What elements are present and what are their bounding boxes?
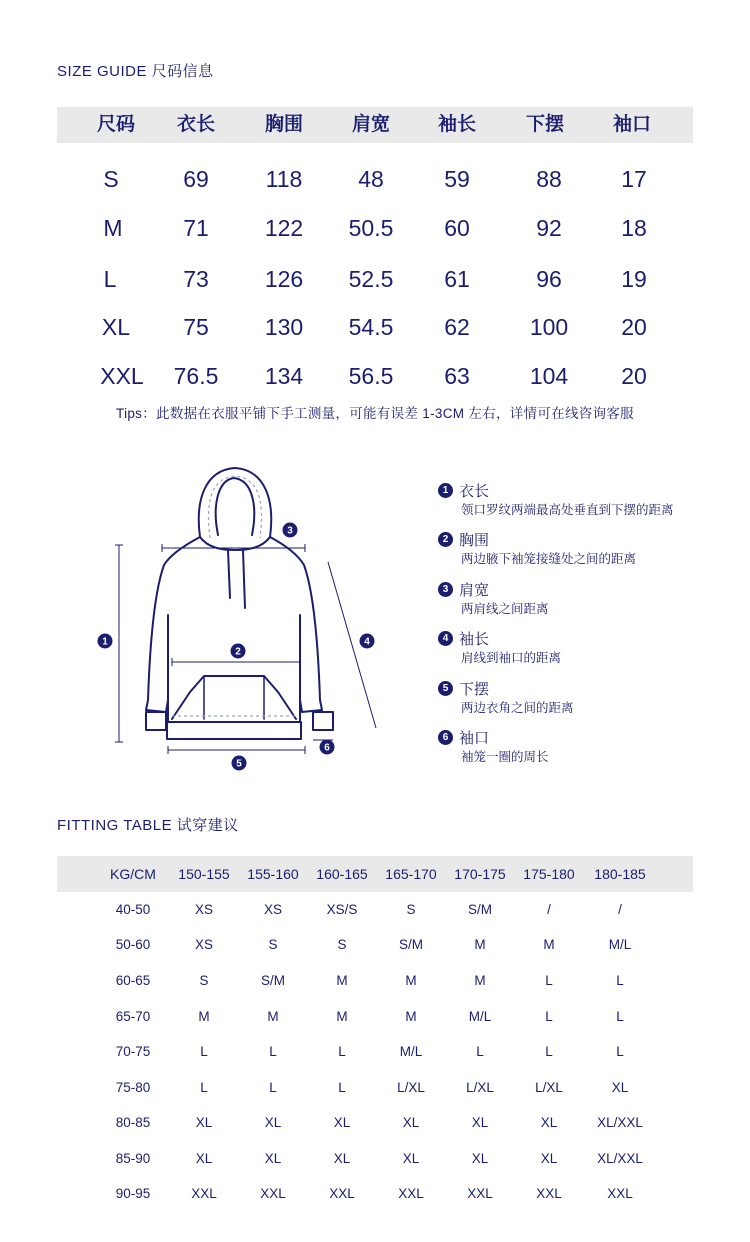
marker-2: 2 <box>235 646 241 658</box>
table-cell: L <box>616 1044 624 1059</box>
table-cell: XL/XXL <box>597 1151 643 1166</box>
table-row <box>0 311 750 343</box>
drawstring-right <box>243 550 245 608</box>
table-cell: L <box>338 1044 346 1059</box>
legend-number: 2 <box>438 532 453 547</box>
table-cell: XS <box>263 902 282 917</box>
table-cell: S/M <box>467 902 492 917</box>
table-cell: 76.5 <box>173 363 219 389</box>
table-cell: XL/XXL <box>597 1115 643 1130</box>
table-cell: 75 <box>183 314 209 340</box>
table-cell: M <box>267 1009 279 1024</box>
hoodie-diagram <box>90 460 390 780</box>
size-header-cell: 胸围 <box>264 114 303 135</box>
weight-range: 75-80 <box>115 1080 151 1095</box>
fitting-header-cell: 175-180 <box>523 866 575 882</box>
table-cell: L/XL <box>397 1080 425 1095</box>
size-label: XXL <box>100 363 144 389</box>
fitting-header-cell: 165-170 <box>385 866 437 882</box>
table-cell: 20 <box>621 314 647 340</box>
table-cell: L <box>616 973 624 988</box>
legend-item <box>438 628 562 665</box>
table-cell: XXL <box>398 1186 424 1201</box>
size-header-cell: 衣长 <box>176 114 215 135</box>
table-cell: S <box>406 902 416 917</box>
table-cell: 134 <box>264 363 304 389</box>
table-cell: L <box>200 1080 208 1095</box>
table-cell: 62 <box>444 314 470 340</box>
table-cell: XXL <box>191 1186 217 1201</box>
marker-1: 1 <box>102 636 108 648</box>
table-row <box>0 1042 750 1062</box>
table-cell: 71 <box>183 215 209 241</box>
weight-range: 80-85 <box>115 1115 151 1130</box>
table-cell: XL <box>402 1115 420 1130</box>
legend-title: 袖口 <box>459 730 490 747</box>
table-row <box>0 1078 750 1098</box>
size-header-cell: 下摆 <box>525 114 564 135</box>
table-cell: M/L <box>399 1044 423 1059</box>
table-cell: XL <box>540 1151 558 1166</box>
weight-range: 85-90 <box>115 1151 151 1166</box>
body-outline <box>146 537 322 722</box>
fitting-table-title: FITTING TABLE 试穿建议 <box>57 817 239 834</box>
table-cell: L <box>545 1044 553 1059</box>
table-cell: L <box>269 1080 277 1095</box>
table-cell: XL <box>333 1115 351 1130</box>
table-row <box>0 212 750 244</box>
table-cell: / <box>618 902 622 917</box>
table-cell: XXL <box>536 1186 562 1201</box>
legend-number: 4 <box>438 631 453 646</box>
table-cell: L <box>616 1009 624 1024</box>
size-header-cell: 肩宽 <box>351 114 390 135</box>
table-cell: 63 <box>444 363 470 389</box>
legend-item <box>438 678 574 715</box>
table-cell: M/L <box>608 937 632 952</box>
size-header-cell: 袖长 <box>437 114 476 135</box>
legend-desc: 两边腋下袖笼接缝处之间的距离 <box>461 552 637 566</box>
table-cell: XS/S <box>326 902 358 917</box>
table-cell: 54.5 <box>348 314 394 340</box>
table-cell: 59 <box>444 166 470 192</box>
table-row <box>0 263 750 295</box>
legend-title: 袖长 <box>459 631 490 648</box>
table-cell: L <box>545 1009 553 1024</box>
table-cell: XL <box>471 1151 489 1166</box>
table-row <box>0 1007 750 1027</box>
drawstring-left <box>228 550 230 598</box>
size-header-cell: 袖口 <box>612 114 651 135</box>
legend-item <box>438 480 674 517</box>
table-cell: 73 <box>183 266 209 292</box>
table-cell: 60 <box>444 215 470 241</box>
size-label: S <box>103 166 119 192</box>
fitting-header-cell: 160-165 <box>316 866 368 882</box>
table-cell: S <box>199 973 209 988</box>
table-cell: M/L <box>468 1009 492 1024</box>
table-row <box>0 900 750 920</box>
size-label: XL <box>101 314 131 340</box>
table-cell: L <box>545 973 553 988</box>
table-cell: XL <box>471 1115 489 1130</box>
legend-title: 衣长 <box>459 483 490 500</box>
table-cell: 61 <box>444 266 470 292</box>
size-label: M <box>103 215 123 241</box>
table-cell: XL <box>611 1080 629 1095</box>
fitting-table-header <box>57 856 693 892</box>
table-cell: M <box>198 1009 210 1024</box>
fitting-header-cell: 155-160 <box>247 866 299 882</box>
table-cell: XXL <box>607 1186 633 1201</box>
table-cell: 130 <box>264 314 304 340</box>
legend-title: 下摆 <box>459 681 490 698</box>
table-cell: / <box>547 902 551 917</box>
marker-6: 6 <box>324 742 330 754</box>
fitting-header-cell: 170-175 <box>454 866 506 882</box>
table-cell: S/M <box>398 937 423 952</box>
legend-number: 3 <box>438 582 453 597</box>
legend-desc: 两肩线之间距离 <box>461 602 549 616</box>
table-cell: 19 <box>621 266 647 292</box>
weight-range: 65-70 <box>115 1009 151 1024</box>
table-cell: XL <box>402 1151 420 1166</box>
table-cell: L/XL <box>535 1080 563 1095</box>
legend-item <box>438 727 549 764</box>
legend-number: 6 <box>438 730 453 745</box>
table-cell: L <box>338 1080 346 1095</box>
size-label: L <box>103 266 117 292</box>
table-row <box>0 1149 750 1169</box>
table-cell: 20 <box>621 363 647 389</box>
legend-desc: 肩线到袖口的距离 <box>461 651 562 665</box>
table-row <box>0 1184 750 1204</box>
legend-desc: 领口罗纹两端最高处垂直到下摆的距离 <box>461 503 674 517</box>
legend-item <box>438 579 549 616</box>
legend-number: 1 <box>438 483 453 498</box>
hem-band <box>167 722 301 739</box>
table-cell: 18 <box>621 215 647 241</box>
table-cell: M <box>405 973 417 988</box>
table-cell: 96 <box>536 266 562 292</box>
table-cell: 48 <box>358 166 384 192</box>
table-cell: M <box>474 973 486 988</box>
table-cell: S <box>337 937 347 952</box>
table-cell: 118 <box>265 166 303 192</box>
table-cell: L/XL <box>466 1080 494 1095</box>
weight-range: 90-95 <box>115 1186 151 1201</box>
table-cell: 17 <box>621 166 647 192</box>
left-cuff <box>146 712 166 730</box>
table-cell: XL <box>264 1151 282 1166</box>
weight-range: 50-60 <box>115 937 151 952</box>
marker-4: 4 <box>364 636 370 648</box>
table-row <box>0 935 750 955</box>
table-cell: 100 <box>529 314 569 340</box>
table-cell: XL <box>195 1151 213 1166</box>
fitting-header-cell: KG/CM <box>110 866 156 882</box>
table-cell: XL <box>195 1115 213 1130</box>
fitting-header-cell: 150-155 <box>178 866 230 882</box>
size-table-header <box>57 107 693 143</box>
table-cell: 56.5 <box>348 363 394 389</box>
legend-number: 5 <box>438 681 453 696</box>
table-cell: 92 <box>536 215 562 241</box>
table-cell: XL <box>333 1151 351 1166</box>
table-row <box>0 1113 750 1133</box>
table-cell: M <box>543 937 555 952</box>
marker-5: 5 <box>236 758 242 770</box>
tips-note: Tips：此数据在衣服平铺下手工测量，可能有误差 1-3CM 左右，详情可在线咨询客服 <box>116 406 634 421</box>
table-cell: 50.5 <box>348 215 394 241</box>
table-row <box>0 163 750 195</box>
table-cell: 88 <box>536 166 562 192</box>
legend-desc: 两边衣角之间的距离 <box>461 701 574 715</box>
table-cell: XS <box>194 937 213 952</box>
table-cell: XXL <box>329 1186 355 1201</box>
marker-3: 3 <box>287 525 293 537</box>
table-cell: XXL <box>260 1186 286 1201</box>
weight-range: 70-75 <box>115 1044 151 1059</box>
hood-inner-outline <box>216 478 255 535</box>
table-cell: M <box>336 973 348 988</box>
table-cell: 69 <box>183 166 209 192</box>
table-cell: L <box>476 1044 484 1059</box>
legend-title: 肩宽 <box>459 582 490 599</box>
table-row <box>0 971 750 991</box>
weight-range: 60-65 <box>115 973 151 988</box>
table-cell: XS <box>194 902 213 917</box>
legend-item <box>438 529 637 566</box>
pocket-outline <box>172 676 296 719</box>
table-cell: 104 <box>529 363 569 389</box>
table-cell: 52.5 <box>348 266 394 292</box>
table-cell: S/M <box>260 973 285 988</box>
table-cell: L <box>269 1044 277 1059</box>
table-cell: 126 <box>264 266 304 292</box>
table-cell: XXL <box>467 1186 493 1201</box>
table-cell: S <box>268 937 278 952</box>
size-guide-title: SIZE GUIDE 尺码信息 <box>57 63 214 80</box>
weight-range: 40-50 <box>115 902 151 917</box>
size-header-cell: 尺码 <box>96 114 135 135</box>
table-cell: M <box>474 937 486 952</box>
legend-desc: 袖笼一圈的周长 <box>461 750 549 764</box>
table-cell: M <box>405 1009 417 1024</box>
table-cell: XL <box>264 1115 282 1130</box>
table-cell: L <box>200 1044 208 1059</box>
table-row <box>0 360 750 392</box>
legend-title: 胸围 <box>459 532 490 549</box>
table-cell: 122 <box>264 215 304 241</box>
right-cuff <box>313 712 333 730</box>
table-cell: M <box>336 1009 348 1024</box>
fitting-header-cell: 180-185 <box>594 866 646 882</box>
table-cell: XL <box>540 1115 558 1130</box>
